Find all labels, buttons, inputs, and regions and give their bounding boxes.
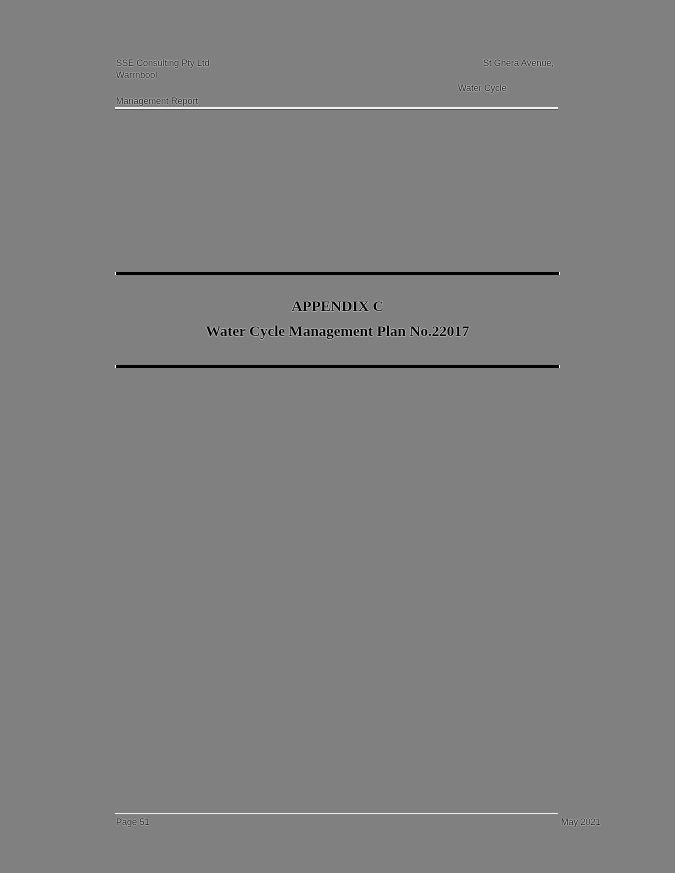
- footer-divider: [115, 813, 558, 814]
- plan-title: Water Cycle Management Plan No.22017: [205, 324, 470, 340]
- appendix-heading: APPENDIX C: [291, 299, 384, 315]
- footer-date: May 2021: [561, 817, 601, 827]
- header-location: Warrnbool: [116, 70, 158, 80]
- title-bottom-rule: [115, 365, 560, 368]
- header-company: SSE Consulting Pty Ltd: [116, 58, 210, 68]
- header-subject: Water Cycle: [458, 83, 507, 93]
- header-report-type: Management Report: [116, 96, 199, 106]
- footer-page-number: Page 51: [116, 817, 150, 827]
- header-divider: [115, 107, 558, 110]
- header-address: St Ghera Avenue,: [483, 58, 554, 68]
- title-top-rule: [115, 272, 560, 275]
